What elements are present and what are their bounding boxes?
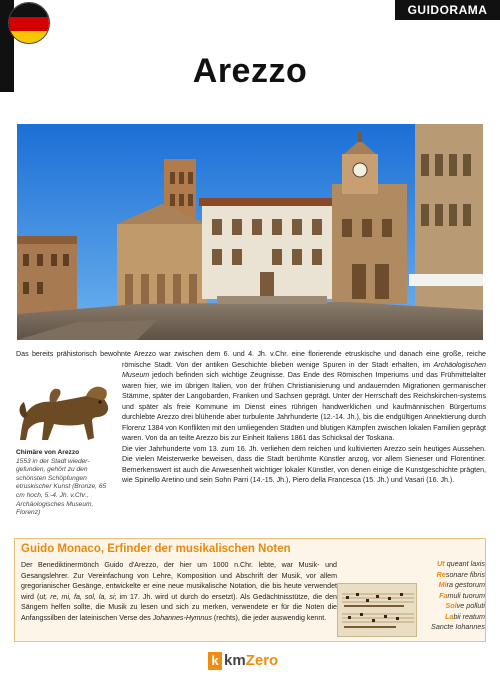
arezzo-piazza-grande-photo xyxy=(17,124,483,340)
page-title: Arezzo xyxy=(192,52,308,90)
hymn-line: Sancte Iohannes xyxy=(431,622,485,631)
german-flag-icon xyxy=(8,2,50,44)
paragraph-2: Die vier Jahrhunderte vom 13. zum 16. Jh. verliehen dem reichen und kultivierten Arezzo sein heutiges Aussehen. Die vielen Meisterwerke beweisen, dass die Stadt berühmte Künstler anzog, vor allem Sieneser und Florentiner. Bemerkenswert ist auch die Anwesenheit wichtiger lokaler Künstler, von denen einige die Kunstgeschichte prägten, wie Spinello Aretino und sein Sohn Parri (14.-15. Jh.), Piero della Francesca (15. Jh.) und Vasari (16. Jh.). xyxy=(122,444,486,484)
hymn-line: Labii reatum xyxy=(445,611,485,621)
hymn-line: Mira gestorum xyxy=(438,580,485,589)
hymn-line: Ut queant laxis xyxy=(437,559,485,568)
info-box-guido-monaco xyxy=(14,538,486,642)
brand-label: GUIDORAMA xyxy=(395,0,500,20)
hymn-verses xyxy=(423,559,485,633)
paragraph-1: Das bereits prähistorisch bewohnte Arezzo war zwischen dem 6. und 4. Jh. v.Chr. eine florierende etruskische und danach eine große, reiche römische Stadt. Von der antiken Geschichte blieben wenige Spuren in der Stadt erhalten, im Archäologischen Museum jedoch befinden sich wichtige Zeugnisse. Das Ende des Römischen Imperiums und das Frühmittelalter waren hier, wie im übrigen Italien, von der frühen Christianisierung und andauernden Migrationen germanischer Stämme, später der Langobarden, Franken und Sachsen geprägt. Unter der Herrschaft des Reichskirchen-systems und später als freie Kommune im Dienst eines rührigen handwerklichen und kaufmännischen Bürgertums durchlebte Arezzo drei blühende aber turbulente Jahrhunderte (12.-14. Jh.), bis die endgültigen Annektierung durch Florenz 1384 von Konflikten mit den umliegenden Städten und blutigen Kämpfen zwischen lokalen Familien geprägt waren. Von da an teilte Arezzo bis zur Einheit Italiens 1861 das Schicksal der Toskana. xyxy=(16,350,486,442)
box-text: Der Benediktinermönch Guido d'Arezzo, der hier um 1000 n.Chr. lebte, war Musik- und Gesangslehrer. Zur Vereinfachung von Lehre, Komposition und Abschrift der Musik, vor allem gregorianischer Gesänge, entwickelte er eine neue musikalische Notation, die bis heute verwendet wird (ut, re, mi, fa, sol, la, si; im 17. Jh. wird ut durch do ersetzt). Als Gedächtnisstütze, die den Sängern helfen sollte, die Musik zu lesen und sich zu merken, verwendete er für die Noten die Anfangssilben der lateinischen Verse des Johannes-Hymnus (rechts), die jeder auswendig kennt. xyxy=(21,561,338,622)
article-body xyxy=(16,349,486,526)
caption-title: Chimäre von Arezzo xyxy=(16,449,80,456)
hymn-line: Famuli tuorum xyxy=(439,590,485,600)
hymn-line: Resonare fibris xyxy=(436,569,485,579)
museum-link-text: Archäologischen Museum xyxy=(122,360,486,379)
music-score-manuscript-icon xyxy=(337,583,417,637)
caption-text: 1553 in der Stadt wieder-gefunden, gehört zu den schönsten Schöpfungen etruskischer Kunst (Bronze, 65 cm hoch, 5.-4. Jh. v.Chr., Archäologisches Museum, Florenz) xyxy=(16,457,107,517)
hymn-line: Solve polluti xyxy=(445,601,485,610)
kmzero-logo-icon xyxy=(208,652,294,672)
logo-k-mark: k xyxy=(208,652,222,670)
logo-wordmark: kmZero xyxy=(224,652,279,669)
box-title: Guido Monaco, Erfinder der musikalischen Noten xyxy=(21,543,291,555)
